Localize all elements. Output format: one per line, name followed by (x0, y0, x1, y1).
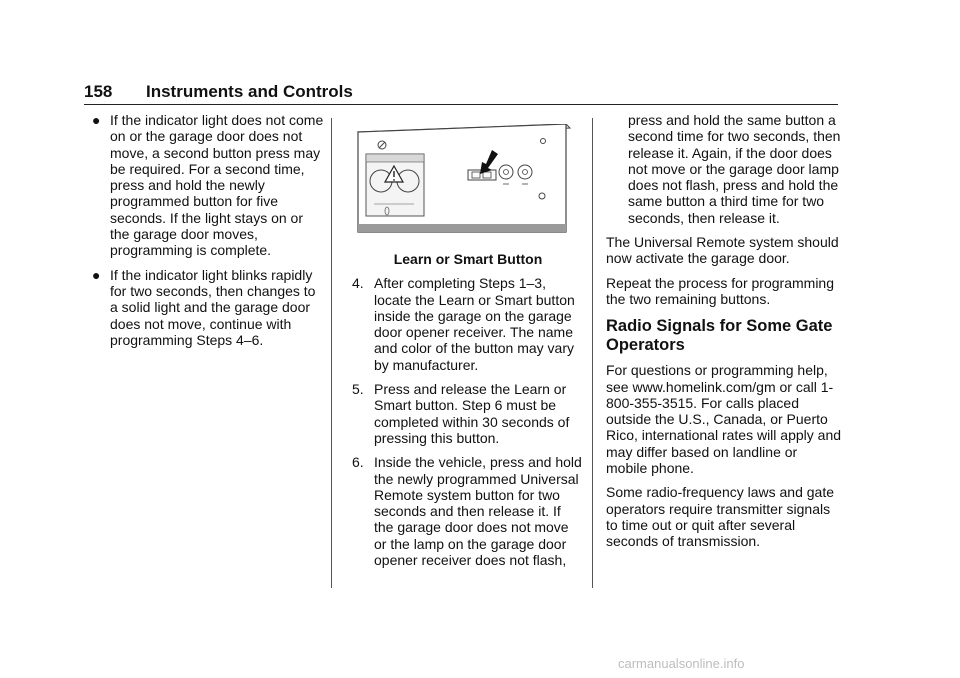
paragraph: Some radio-frequency laws and gate operators require transmitter signals to time out or quit after several seconds of transmission. (606, 484, 835, 550)
bullet-text: If the indicator light does not come on or the garage door does not move, a second button press may be required. For a second time, press and hold the newly programmed button for five seconds. If the light stays on or the garage door moves, programming is complete. (110, 112, 324, 259)
bullet-text: If the indicator light blinks rapidly for two seconds, then changes to a solid light and the garage door does not move, continue with programming Steps 4–6. (110, 266, 316, 348)
page-title: Instruments and Controls (146, 82, 353, 101)
garage-door-opener-figure (352, 124, 574, 236)
bullet-item (88, 112, 324, 259)
column-divider-right (592, 118, 593, 588)
paragraph: Repeat the process for programming the two remaining buttons. (606, 274, 834, 307)
step-item (352, 381, 584, 446)
step-number: 5. (352, 381, 364, 398)
bullet-item (88, 267, 324, 348)
paragraph: For questions or programming help, see www.homelink.com/gm or call 1-800-355-3515. For calls placed outside the U.S., Canada, or Puerto Rico, international rates will apply and may differ based on landline or mobile phone. (606, 362, 842, 477)
bullet-mark: ● (92, 266, 101, 283)
step-text: Inside the vehicle, press and hold the newly programmed Universal Remote system button for two seconds and then release it. If the garage door does not move or the lamp on the garage door opener receiver does not flash, (374, 454, 582, 569)
bullet-mark: ● (92, 112, 101, 128)
page-number: 158 (84, 82, 113, 101)
paragraph: The Universal Remote system should now activate the garage door. (606, 234, 839, 267)
right-column (606, 112, 842, 558)
header-rule (84, 104, 838, 105)
section-heading: Radio Signals for Some Gate Operators (606, 317, 833, 355)
watermark: carmanualsonline.info (618, 656, 745, 671)
left-column (88, 112, 324, 356)
step-item (352, 275, 584, 373)
garage-door-opener-illustration (352, 124, 574, 236)
middle-column (352, 251, 584, 576)
figure-caption: Learn or Smart Button (393, 251, 543, 267)
page-header (84, 82, 840, 104)
step-continuation: press and hold the same button a second time for two seconds, then release it. Again, if the door does not move or the garage door lamp does not flash, press and hold the same button a third time for two seconds, then release it. (628, 112, 841, 226)
column-divider-left (331, 118, 332, 588)
step-text: Press and release the Learn or Smart button. Step 6 must be completed within 30 seconds of pressing this button. (374, 381, 570, 446)
step-number: 6. (352, 454, 364, 471)
step-item (352, 454, 584, 568)
step-text: After completing Steps 1–3, locate the Learn or Smart button inside the garage on the garage door opener receiver. The name and color of the button may vary by manufacturer. (374, 275, 575, 373)
step-number: 4. (352, 275, 364, 292)
